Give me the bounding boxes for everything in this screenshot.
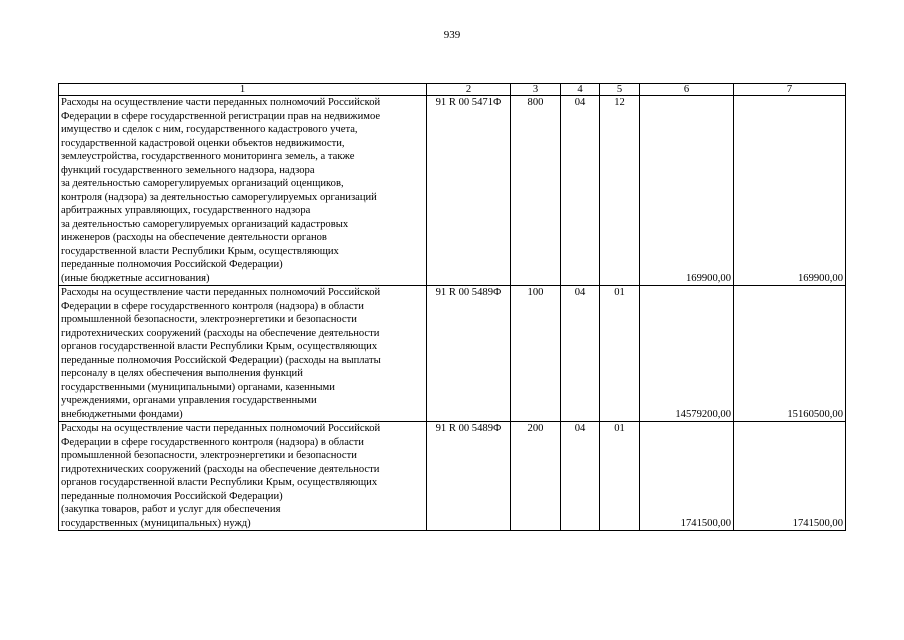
amount-col6-cell: 14579200,00	[640, 286, 734, 422]
description-line: промышленной безопасности, электроэнергетики и безопасности	[61, 314, 357, 325]
description-line: переданные полномочия Российской Федерации) (расходы на выплаты	[61, 354, 381, 366]
target-code-cell: 91 R 00 5489Ф	[427, 422, 511, 531]
budget-table	[58, 83, 846, 531]
description-line: переданные полномочия Российской Федерации)	[61, 259, 283, 270]
description-line: Федерации в сфере государственной регистрации прав на недвижимое	[61, 110, 381, 122]
description-line: органов государственной власти Республики Крым, осуществляющих	[61, 477, 378, 488]
description-line: гидротехнических сооружений (расходы на обеспечение деятельности	[61, 327, 380, 339]
description-line: инженеров (расходы на обеспечение деятельности органов	[61, 232, 327, 243]
amount-col6-cell: 1741500,00	[640, 422, 734, 531]
description-line: Расходы на осуществление части переданных полномочий Российской	[61, 423, 381, 434]
target-code-cell: 91 R 00 5489Ф	[427, 286, 511, 422]
header-cell-2: 2	[427, 84, 511, 96]
amount-col7-cell: 15160500,00	[734, 286, 846, 422]
description-line: контроля (надзора) за деятельностью саморегулируемых организаций	[61, 191, 377, 203]
table-row	[59, 422, 846, 531]
amount-col7-cell: 1741500,00	[734, 422, 846, 531]
description-line: (закупка товаров, работ и услуг для обеспечения	[61, 504, 281, 515]
description-line: государственными (муниципальными) органами, казенными	[61, 381, 335, 393]
description-line: промышленной безопасности, электроэнергетики и безопасности	[61, 450, 357, 461]
description-cell	[59, 286, 427, 422]
description-line: государственных (муниципальных) нужд)	[61, 517, 251, 529]
header-row	[59, 84, 846, 96]
subsection-cell: 12	[600, 96, 640, 286]
table-row	[59, 96, 846, 286]
description-line: имущество и сделок с ним, государственного кадастрового учета,	[61, 124, 358, 135]
description-line: государственной кадастровой оценки объектов недвижимости,	[61, 137, 345, 149]
header-cell-5: 5	[600, 84, 640, 96]
description-line: за деятельностью саморегулируемых организаций кадастровых	[61, 218, 349, 230]
section-cell: 04	[561, 422, 600, 531]
description-line: внебюджетными фондами)	[61, 408, 183, 420]
header-cell-3: 3	[511, 84, 561, 96]
section-cell: 04	[561, 286, 600, 422]
subsection-cell: 01	[600, 286, 640, 422]
description-line: Расходы на осуществление части переданных полномочий Российской	[61, 97, 381, 108]
description-line: Федерации в сфере государственного контроля (надзора) в области	[61, 436, 364, 448]
expense-type-cell: 200	[511, 422, 561, 531]
description-line: гидротехнических сооружений (расходы на обеспечение деятельности	[61, 463, 380, 475]
description-line: Расходы на осуществление части переданных полномочий Российской	[61, 287, 381, 298]
description-cell	[59, 96, 427, 286]
header-cell-4: 4	[561, 84, 600, 96]
description-line: Федерации в сфере государственного контроля (надзора) в области	[61, 300, 364, 312]
description-line: арбитражных управляющих, государственного надзора	[61, 205, 311, 216]
amount-col7-cell: 169900,00	[734, 96, 846, 286]
description-line: функций государственного земельного надзора, надзора	[61, 164, 315, 176]
target-code-cell: 91 R 00 5471Ф	[427, 96, 511, 286]
description-line: землеустройства, государственного мониторинга земель, а также	[61, 151, 355, 162]
amount-col6-cell: 169900,00	[640, 96, 734, 286]
description-line: переданные полномочия Российской Федерации)	[61, 490, 283, 502]
header-cell-1: 1	[59, 84, 427, 96]
description-cell	[59, 422, 427, 531]
page-number: 939	[443, 29, 461, 41]
description-line: (иные бюджетные ассигнования)	[61, 272, 210, 284]
section-cell: 04	[561, 96, 600, 286]
header-cell-7: 7	[734, 84, 846, 96]
expense-type-cell: 100	[511, 286, 561, 422]
expense-type-cell: 800	[511, 96, 561, 286]
description-line: органов государственной власти Республики Крым, осуществляющих	[61, 341, 378, 352]
subsection-cell: 01	[600, 422, 640, 531]
description-line: государственной власти Республики Крым, осуществляющих	[61, 245, 339, 257]
header-cell-6: 6	[640, 84, 734, 96]
description-line: персоналу в целях обеспечения выполнения функций	[61, 368, 303, 379]
description-line: учреждениями, органами управления государственными	[61, 395, 317, 406]
description-line: за деятельностью саморегулируемых организаций оценщиков,	[61, 178, 344, 189]
table-row	[59, 286, 846, 422]
